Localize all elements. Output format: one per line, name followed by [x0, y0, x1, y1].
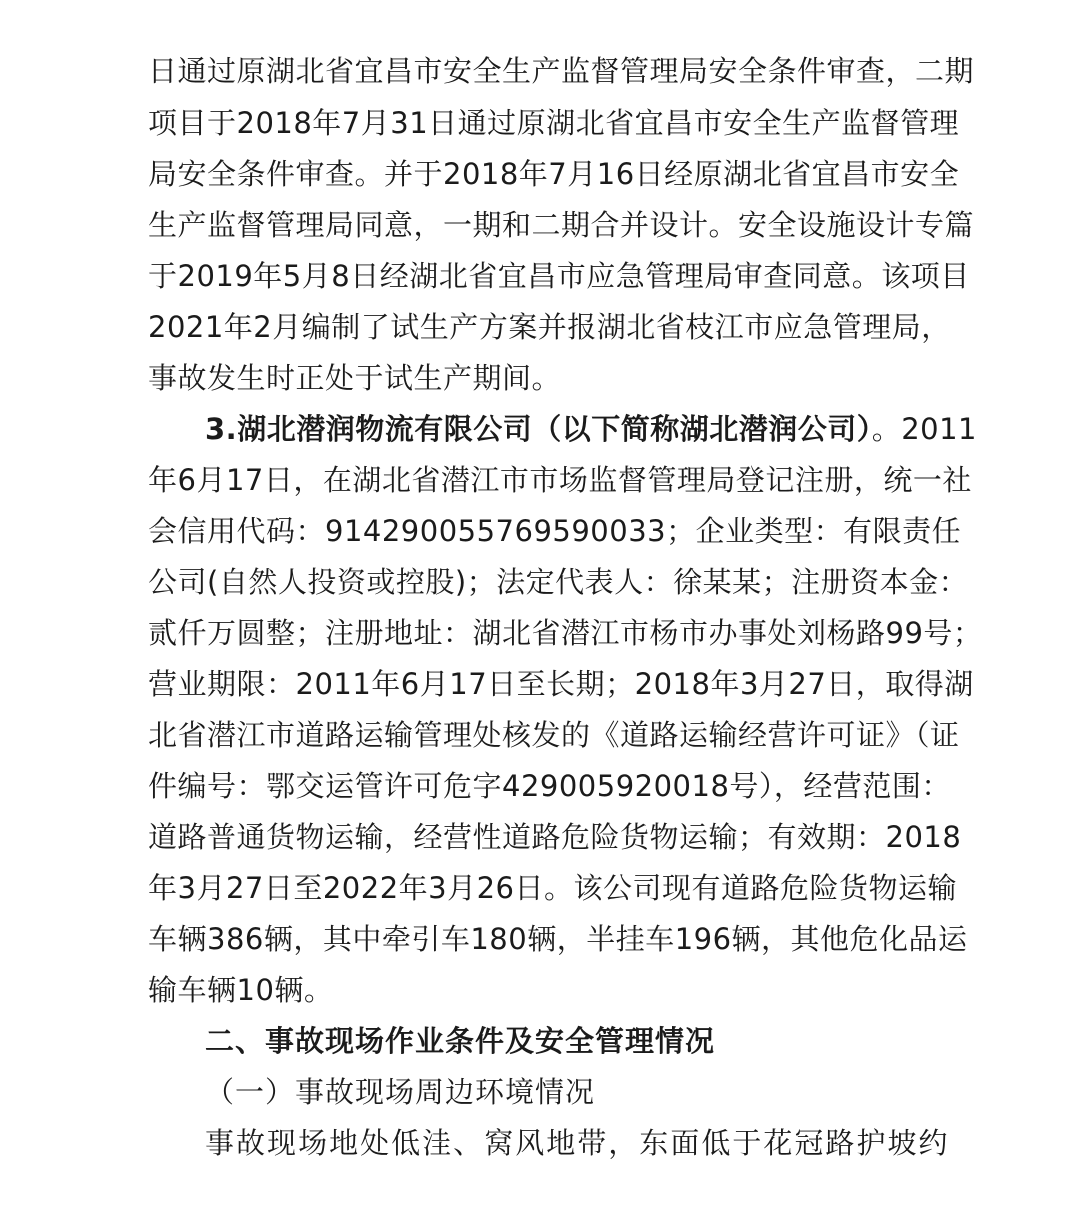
paragraph-line: 事故现场地处低洼、窝风地带，东面低于花冠路护坡约 — [205, 1126, 948, 1160]
paragraph-line: 于2019年5月8日经湖北省宜昌市应急管理局审查同意。该项目 — [148, 259, 970, 293]
paragraph-line: 会信用代码：914290055769590033；企业类型：有限责任 — [148, 514, 962, 548]
paragraph-line: 输车辆10辆。 — [148, 973, 334, 1007]
paragraph-line: 车辆386辆，其中牵引车180辆，半挂车196辆，其他危化品运 — [148, 922, 968, 956]
paragraph-line: 年6月17日，在湖北省潜江市市场监督管理局登记注册，统一社 — [148, 463, 972, 497]
paragraph-line: 道路普通货物运输，经营性道路危险货物运输；有效期：2018 — [148, 820, 962, 854]
paragraph-line: 日通过原湖北省宜昌市安全生产监督管理局安全条件审查，二期 — [148, 54, 975, 88]
paragraph-line: 局安全条件审查。并于2018年7月16日经原湖北省宜昌市安全 — [148, 157, 960, 191]
paragraph-line: 年3月27日至2022年3月26日。该公司现有道路危险货物运输 — [148, 871, 958, 905]
paragraph-line: 营业期限：2011年6月17日至长期；2018年3月27日，取得湖 — [148, 667, 974, 701]
section-heading: 二、事故现场作业条件及安全管理情况 — [205, 1024, 716, 1058]
paragraph-line: 贰仟万圆整；注册地址：湖北省潜江市杨市办事处刘杨路99号； — [148, 616, 983, 650]
paragraph-line: 2021年2月编制了试生产方案并报湖北省枝江市应急管理局， — [148, 310, 951, 344]
paragraph-line: 公司(自然人投资或控股)；法定代表人：徐某某；注册资本金： — [148, 565, 969, 599]
subsection-heading: （一）事故现场周边环境情况 — [205, 1075, 596, 1109]
paragraph-line: 北省潜江市道路运输管理处核发的《道路运输经营许可证》（证 — [148, 718, 960, 752]
paragraph-line: 项目于2018年7月31日通过原湖北省宜昌市安全生产监督管理 — [148, 106, 960, 140]
company-intro-line — [205, 404, 978, 454]
paragraph-line: 生产监督管理局同意，一期和二期合并设计。安全设施设计专篇 — [148, 208, 975, 242]
paragraph-line: 事故发生时正处于试生产期间。 — [148, 361, 562, 395]
company-name-bold: 3.湖北潜润物流有限公司（以下简称湖北潜润公司） — [205, 412, 872, 446]
company-intro-rest: 。2011 — [871, 412, 978, 446]
paragraph-line: 件编号：鄂交运管许可危字429005920018号），经营范围： — [148, 769, 951, 803]
